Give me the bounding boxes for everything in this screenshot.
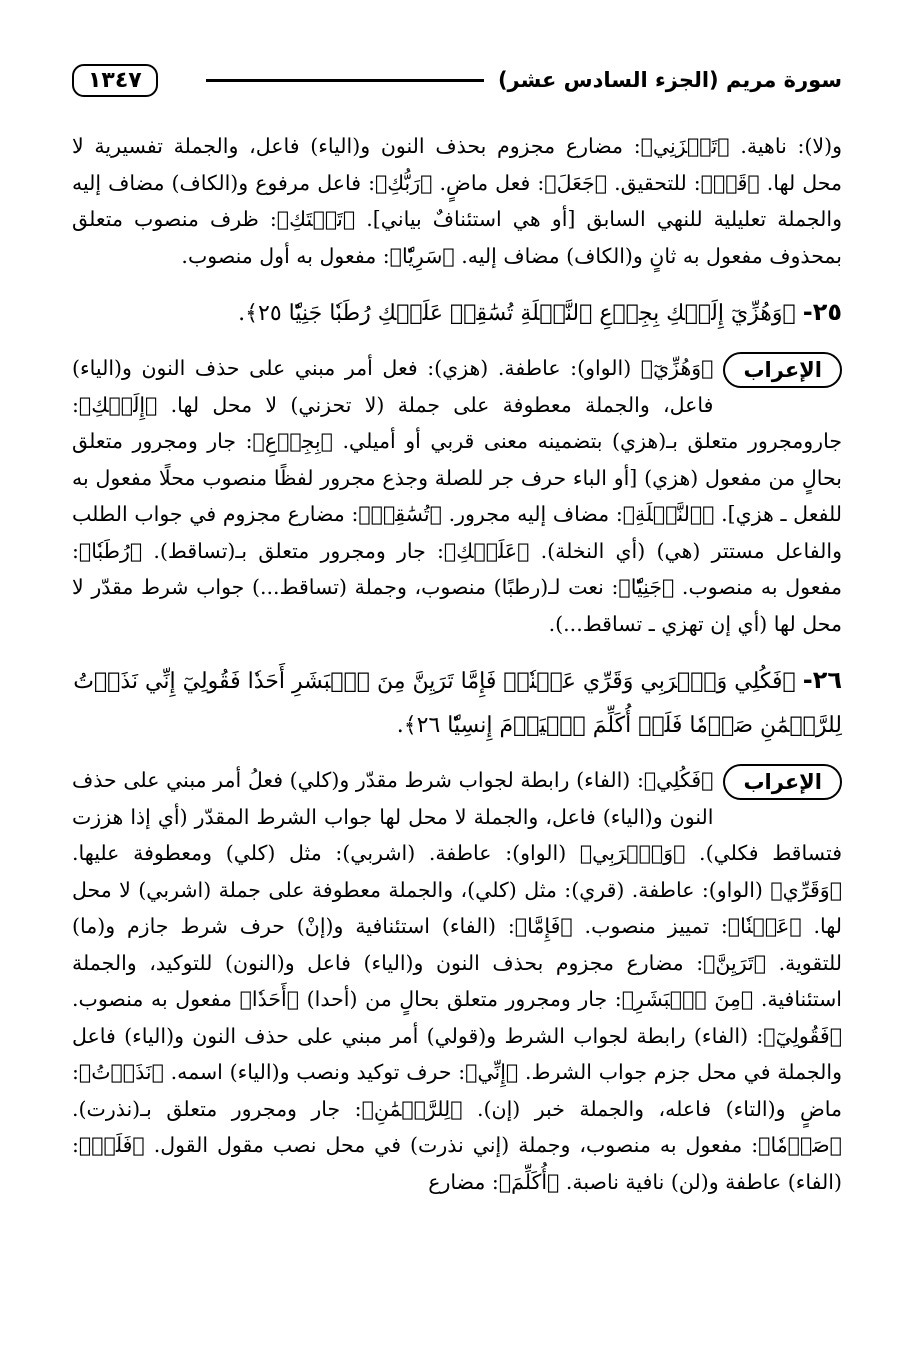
verse-25 <box>72 290 842 336</box>
irab-26-label: الإعراب <box>723 764 842 800</box>
irab-26-section <box>72 762 842 1200</box>
running-title: سورة مريم (الجزء السادس عشر) <box>497 68 842 92</box>
page-number: ١٣٤٧ <box>72 64 158 97</box>
irab-26-text: ﴿فَكُلِي﴾: (الفاء) رابطة لجواب شرط مقدّر و(كلي) فعلُ أمر مبني على حذف النون و(الياء) فاعل، والجملة لا محل لها جواب الشرط المقدّر (أي إذا هززت فتساقط فكلي). ﴿وَٱشۡرَبِي﴾ (الواو): عاطفة. (اشربي): مثل (كلي) ومعطوفة عليها. ﴿وَقَرِّي﴾ (الواو): عاطفة. (قري): مثل (كلي)، والجملة معطوفة على جملة (اشربي) لا محل لها. ﴿عَيۡنٗا﴾: تمييز منصوب. ﴿فَإِمَّا﴾: (الفاء) استئنافية و(إنْ) حرف شرط جازم و(ما) للتقوية. ﴿تَرَيِنَّ﴾: مضارع مجزوم بحذف النون و(الياء) فاعل و(النون) للتوكيد، والجملة استئنافية. ﴿مِنَ ٱلۡبَشَرِ﴾: جار ومجرور متعلق بحالٍ من (أحدا) ﴿أَحَدٗا﴾ مفعول به منصوب. ﴿فَقُولِيٓ﴾: (الفاء) رابطة لجواب الشرط و(قولي) أمر مبني على حذف النون و(الياء) فاعل والجملة في محل جزم جواب الشرط. ﴿إِنِّي﴾: حرف توكيد ونصب و(الياء) اسمه. ﴿نَذَرۡتُ﴾: ماضٍ و(التاء) فاعله، والجملة خبر (إن). ﴿لِلرَّحۡمَٰنِ﴾: جار ومجرور متعلق بـ(نذرت). ﴿صَوۡمٗا﴾: مفعول به منصوب، وجملة (إني نذرت) في محل نصب مقول القول. ﴿فَلَنۡ﴾: (الفاء) عاطفة و(لن) نافية ناصبة. ﴿أُكَلِّمَ﴾: مضارع <box>72 768 842 1194</box>
header-rule <box>206 79 484 82</box>
irab-25-label: الإعراب <box>723 352 842 388</box>
verse-26-text: ﴿فَكُلِي وَٱشۡرَبِي وَقَرِّي عَيۡنٗاۖ فَإِمَّا تَرَيِنَّ مِنَ ٱلۡبَشَرِ أَحَدٗا فَقُولِيٓ إِنِّي نَذَرۡتُ لِلرَّحۡمَٰنِ صَوۡمٗا فَلَنۡ أُكَلِّمَ ٱلۡيَوۡمَ إِنسِيّٗا ٢٦﴾. <box>73 669 842 738</box>
irab-25-text: ﴿وَهُزِّيٓ﴾ (الواو): عاطفة. (هزي): فعل أمر مبني على حذف النون و(الياء) فاعل، والجملة معطوفة على جملة (لا تحزني) لا محل لها. ﴿إِلَيۡكِ﴾: جارومجرور متعلق بـ(هزي) بتضمينه معنى قربي أو أميلي. ﴿بِجِذۡعِ﴾: جار ومجرور متعلق بحالٍ من مفعول (هزي) [أو الباء حرف جر للصلة وجذع مجرور لفظًا منصوب محلًا مفعول به للفعل ـ هزي]. ﴿ٱلنَّخۡلَةِ﴾: مضاف إليه مجرور. ﴿تُسَٰقِطۡ﴾: مضارع مجزوم في جواب الطلب والفاعل مستتر (هي) (أي النخلة). ﴿عَلَيۡكِ﴾: جار ومجرور متعلق بـ(تساقط). ﴿رُطَبٗا﴾: مفعول به منصوب. ﴿جَنِيّٗا﴾: نعت لـ(رطبًا) منصوب، وجملة (تساقط...) جواب شرط مقدّر لا محل لها (أي إن تهزي ـ تساقط...). <box>72 356 842 636</box>
intro-paragraph: و(لا): ناهية. ﴿تَحۡزَنِي﴾: مضارع مجزوم بحذف النون و(الياء) فاعل، والجملة تفسيرية لا محل لها. ﴿قَدۡ﴾: للتحقيق. ﴿جَعَلَ﴾: فعل ماضٍ. ﴿رَبُّكِ﴾: فاعل مرفوع و(الكاف) مضاف إليه والجملة تعليلية للنهي السابق [أو هي استئنافٌ بياني]. ﴿تَحۡتَكِ﴾: ظرف منصوب متعلق بمحذوف مفعول به ثانٍ و(الكاف) مضاف إليه. ﴿سَرِيّٗا﴾: مفعول به أول منصوب. <box>72 134 842 268</box>
page-header <box>72 58 842 102</box>
verse-25-text: ﴿وَهُزِّيٓ إِلَيۡكِ بِجِذۡعِ ٱلنَّخۡلَةِ تُسَٰقِطۡ عَلَيۡكِ رُطَبٗا جَنِيّٗا ٢٥﴾. <box>238 301 796 326</box>
irab-25-section <box>72 350 842 642</box>
verse-26-number: ٢٦- <box>802 666 842 694</box>
verse-26 <box>72 658 842 748</box>
verse-25-number: ٢٥- <box>802 298 842 326</box>
